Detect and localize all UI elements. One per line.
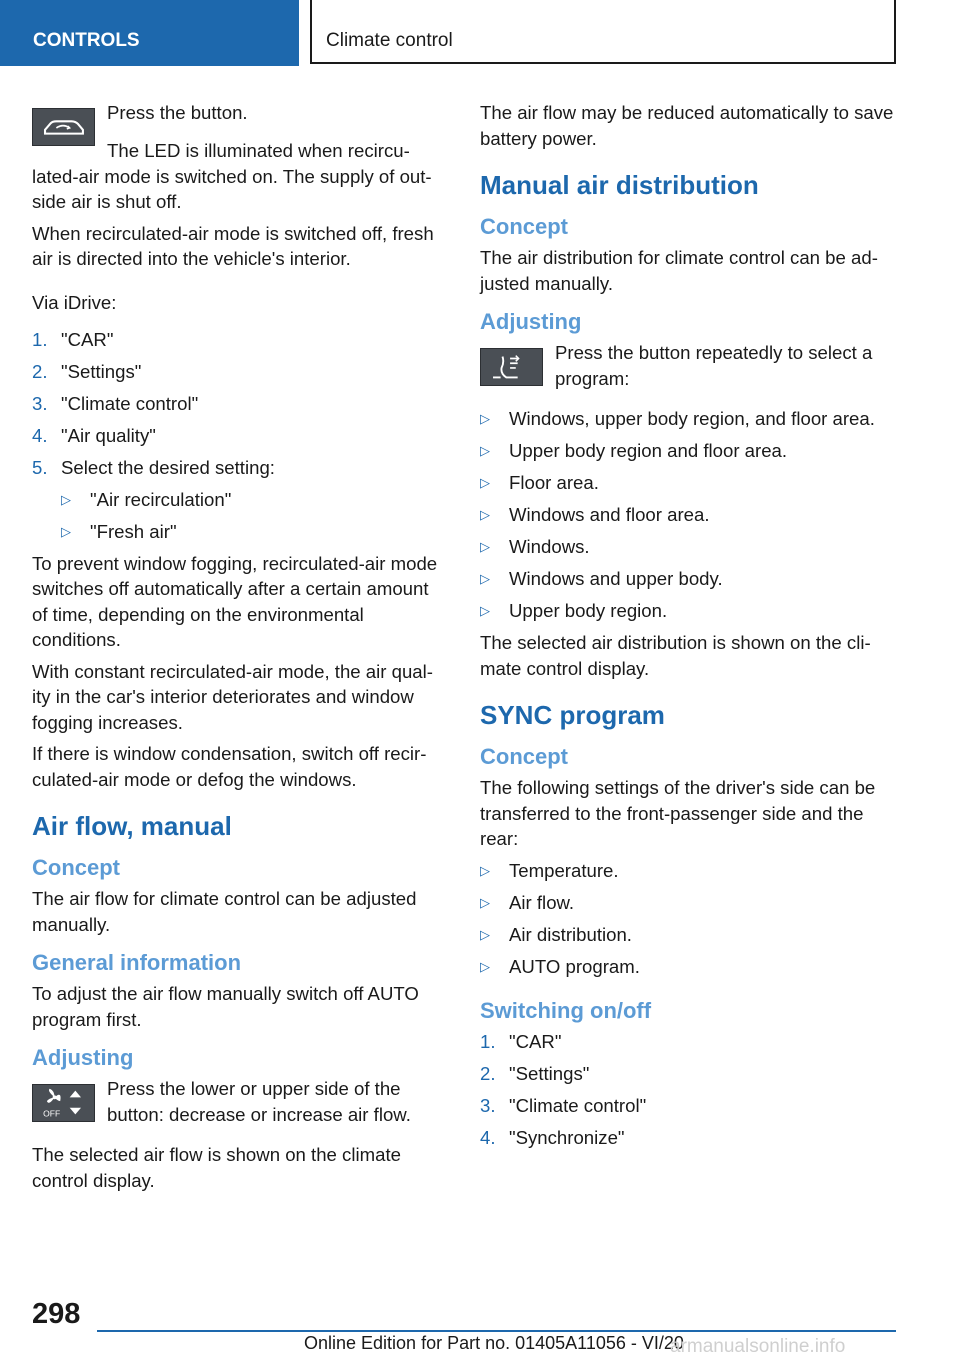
triangle-bullet-icon: ▷	[480, 571, 490, 586]
distribution-concept-text: The air distribution for climate control can be ad-justed manually.	[480, 247, 878, 294]
fan-button-icon	[32, 1084, 95, 1122]
distribution-programs	[480, 406, 894, 624]
triangle-bullet-icon: ▷	[480, 507, 490, 522]
svg-text:OFF: OFF	[43, 1108, 61, 1119]
air-distribution-button-icon	[480, 348, 543, 386]
triangle-bullet-icon: ▷	[61, 491, 71, 507]
triangle-bullet-icon: ▷	[480, 411, 490, 426]
heading-concept: Concept	[32, 855, 120, 880]
heading-manual-air-distribution: Manual air distribution	[480, 170, 759, 200]
general-text: To adjust the air flow manually switch off AUTO program first.	[32, 983, 419, 1030]
recirc-led-text: The LED is illuminated when recircu-lated-air mode is switched on. The supply of out-side air is shut off.	[32, 140, 432, 212]
setting-options	[32, 487, 446, 545]
fan-block	[32, 1076, 446, 1132]
list-item: ▷ Windows and upper body.	[480, 566, 894, 592]
via-idrive-text: Via iDrive:	[32, 291, 117, 313]
distribution-instruction: Press the button repeatedly to select a program:	[555, 342, 873, 389]
heading-adjusting: Adjusting	[480, 309, 582, 334]
recirculation-button-icon	[32, 108, 95, 146]
list-item: 2. "Settings"	[32, 361, 142, 382]
switch-steps	[480, 1029, 894, 1151]
recirc-instruction: Press the button.	[107, 102, 248, 123]
distribution-shown-text: The selected air distribution is shown on the cli-mate control display.	[480, 632, 871, 679]
right-column	[480, 100, 894, 1157]
sync-concept-text: The following settings of the driver's side can be transferred to the front-passenger side and the rear:	[480, 777, 876, 849]
list-item: ▷ Upper body region.	[480, 598, 894, 624]
distribution-block	[480, 340, 894, 396]
list-item: ▷ Temperature.	[480, 858, 894, 884]
list-item: ▷ Windows.	[480, 534, 894, 560]
triangle-bullet-icon: ▷	[480, 862, 490, 878]
fan-instruction: Press the lower or upper side of the button: decrease or increase air flow.	[107, 1078, 411, 1125]
list-item: ▷ Upper body region and floor area.	[480, 438, 894, 464]
recirc-off-text: When recirculated-air mode is switched off, fresh air is directed into the vehicle's interior.	[32, 222, 434, 269]
triangle-bullet-icon: ▷	[480, 926, 490, 942]
triangle-bullet-icon: ▷	[61, 523, 71, 539]
list-item: ▷ "Fresh air"	[61, 519, 446, 545]
list-item: 5. Select the desired setting: ▷ "Air recirculation" ▷ "Fresh air"	[32, 455, 446, 544]
heading-switching-on-off: Switching on/off	[480, 998, 652, 1023]
triangle-bullet-icon: ▷	[480, 443, 490, 458]
heading-concept: Concept	[480, 744, 568, 769]
footer-divider	[97, 1330, 896, 1332]
list-item: ▷ Air distribution.	[480, 922, 894, 948]
list-item: ▷ "Air recirculation"	[61, 487, 446, 513]
heading-general-information: General information	[32, 950, 242, 975]
triangle-bullet-icon: ▷	[480, 958, 490, 974]
sync-items	[480, 858, 894, 980]
list-item: 1. "CAR"	[480, 1031, 562, 1052]
watermark: armanualsonline.info	[670, 1336, 846, 1357]
fog-text-1: To prevent window fogging, recirculated-air mode switches off automatically after a certain amount of time, depending on the environmental conditions.	[32, 552, 438, 650]
triangle-bullet-icon: ▷	[480, 539, 490, 554]
section-tab: CONTROLS	[0, 0, 299, 66]
list-item: ▷ Windows, upper body region, and floor area.	[480, 406, 894, 432]
page-header	[0, 0, 960, 66]
edition-text: Online Edition for Part no. 01405A11056 - VI/20	[304, 1333, 684, 1353]
list-item: 3. "Climate control"	[32, 393, 199, 414]
heading-air-flow-manual: Air flow, manual	[32, 811, 232, 841]
triangle-bullet-icon: ▷	[480, 603, 490, 618]
list-item: 1. "CAR"	[32, 329, 114, 350]
list-item: ▷ AUTO program.	[480, 954, 894, 980]
concept-text: The air flow for climate control can be adjusted manually.	[32, 888, 417, 935]
list-item: 4. "Air quality"	[32, 425, 156, 446]
list-item: 4. "Synchronize"	[480, 1127, 625, 1148]
list-item: 2. "Settings"	[480, 1063, 590, 1084]
list-item: ▷ Air flow.	[480, 890, 894, 916]
fog-text-2: With constant recirculated-air mode, the air qual-ity in the car's interior deteriorates and window fogging increases.	[32, 660, 433, 733]
fog-text-3: If there is window condensation, switch off recir-culated-air mode or defog the windows.	[32, 743, 427, 790]
list-item: ▷ Floor area.	[480, 470, 894, 496]
heading-adjusting: Adjusting	[32, 1045, 134, 1070]
airflow-shown-text: The selected air flow is shown on the climate control display.	[32, 1144, 401, 1191]
page-number: 298	[32, 1298, 81, 1330]
battery-text: The air flow may be reduced automatically to save battery power.	[480, 102, 894, 149]
recirculation-block	[32, 100, 446, 156]
triangle-bullet-icon: ▷	[480, 475, 490, 490]
idrive-steps	[32, 327, 446, 544]
triangle-bullet-icon: ▷	[480, 894, 490, 910]
heading-sync-program: SYNC program	[480, 700, 665, 730]
heading-concept: Concept	[480, 214, 568, 239]
list-item: 3. "Climate control"	[480, 1095, 647, 1116]
list-item: ▷ Windows and floor area.	[480, 502, 894, 528]
chapter-tab: Climate control	[310, 0, 896, 64]
left-column	[32, 100, 446, 1199]
